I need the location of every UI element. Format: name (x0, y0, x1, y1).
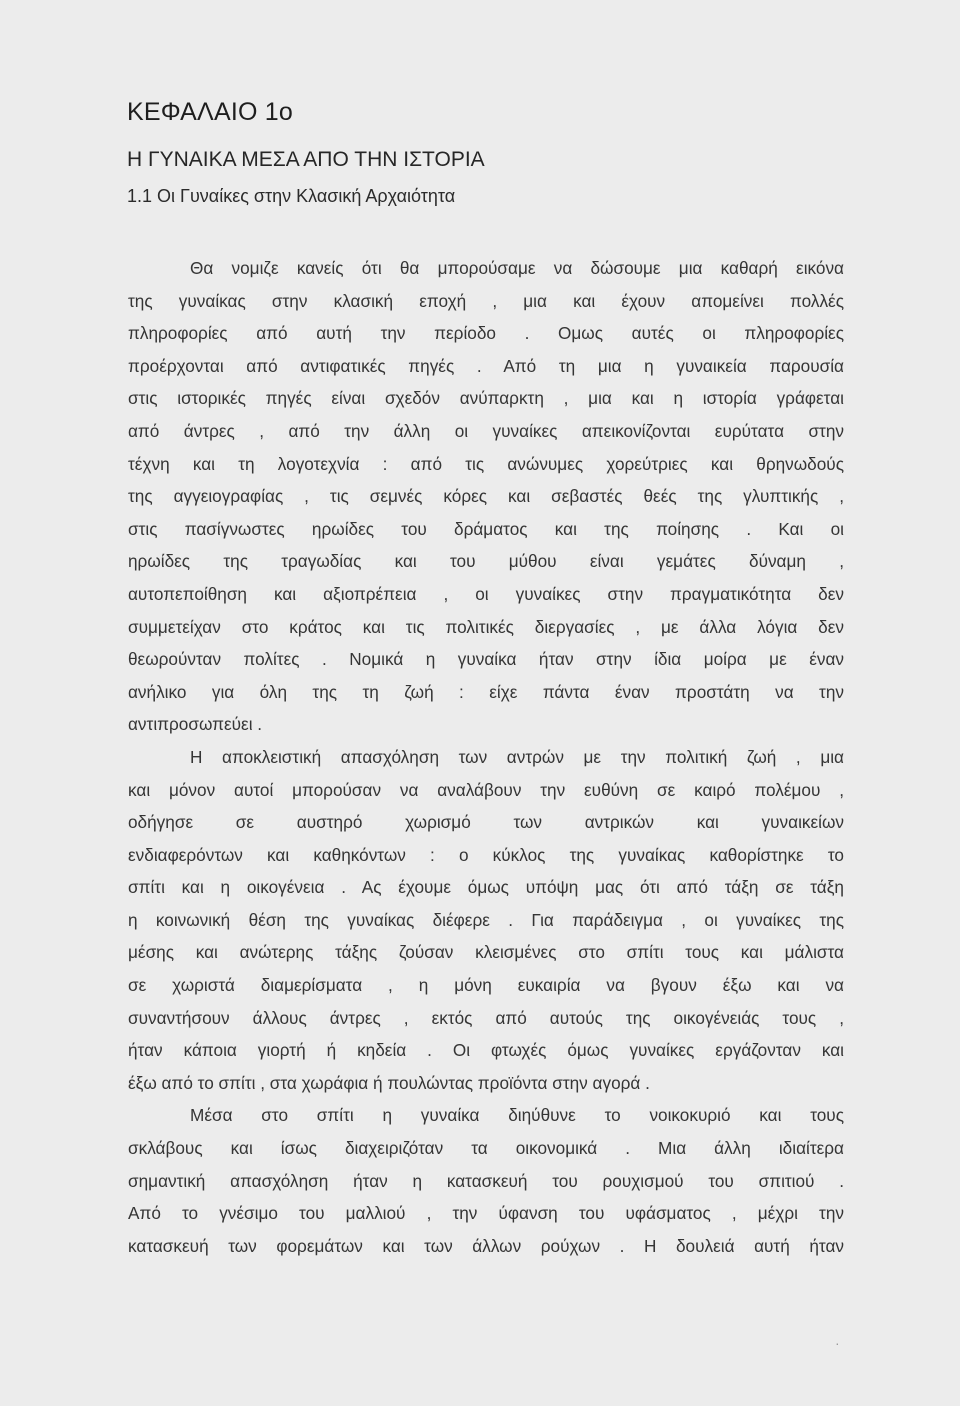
text-line: Μέσα στο σπίτι η γυναίκα διηύθυνε το νοικοκυριό και τους (190, 1105, 844, 1126)
text-line: κατασκευή των φορεμάτων και των άλλων ρούχων . Η δουλειά αυτή ήταν (128, 1235, 844, 1256)
text-line: μέσης και ανώτερης τάξης ζούσαν κλεισμένες στο σπίτι τους και μάλιστα (128, 942, 844, 963)
scan-speck-mark: · (835, 1335, 840, 1351)
text-line: από άντρες , από την άλλη οι γυναίκες απεικονίζονται ευρύτατα στην (128, 420, 844, 441)
text-line: Από το γνέσιμο του μαλλιού , την ύφανση του υφάσματος , μέχρι την (128, 1203, 844, 1224)
text-line: της αγγειογραφίας , τις σεμνές κόρες και σεβαστές θεές της γλυπτικής , (128, 486, 844, 507)
chapter-subtitle: Η ΓΥΝΑΙΚΑ ΜΕΣΑ ΑΠΟ ΤΗΝ ΙΣΤΟΡΙΑ (127, 148, 485, 171)
text-line: η κοινωνική θέση της γυναίκας διέφερε . Για παράδειγμα , οι γυναίκες της (128, 909, 844, 930)
chapter-heading: ΚΕΦΑΛΑΙΟ 1ο (127, 98, 293, 126)
text-line: ενδιαφερόντων και καθηκόντων : ο κύκλος της γυναίκας καθορίστηκε το (128, 844, 844, 865)
text-line: συναντήσουν άλλους άντρες , εκτός από αυτούς της οικογένειάς τους , (128, 1007, 844, 1028)
body-text (128, 252, 844, 1262)
text-line: οδήγησε σε αυστηρό χωρισμό των αντρικών και γυναικείων (128, 812, 844, 833)
text-line: σπίτι και η οικογένεια . Ας έχουμε όμως υπόψη μας ότι από τάξη σε τάξη (128, 877, 844, 898)
text-line: στις πασίγνωστες ηρωίδες του δράματος και της ποίησης . Και οι (128, 518, 844, 539)
text-line: θεωρούνταν πολίτες . Νομικά η γυναίκα ήταν στην ίδια μοίρα με έναν (128, 649, 844, 670)
text-line: προέρχονται από αντιφατικές πηγές . Από τη μια η γυναικεία παρουσία (128, 355, 844, 376)
text-line: ήταν κάποια γιορτή ή κηδεία . Οι φτωχές όμως γυναίκες εργάζονταν και (128, 1040, 844, 1061)
section-heading: 1.1 Οι Γυναίκες στην Κλασική Αρχαιότητα (127, 186, 456, 206)
text-line: ανήλικο για όλη της τη ζωή : είχε πάντα έναν προστάτη να την (128, 681, 844, 702)
text-line: συμμετείχαν στο κράτος και τις πολιτικές διεργασίες , με άλλα λόγια δεν (128, 616, 844, 637)
text-line: αυτοπεποίθηση και αξιοπρέπεια , οι γυναίκες στην πραγματικότητα δεν (128, 583, 844, 604)
text-line: σε χωριστά διαμερίσματα , η μόνη ευκαιρία να βγουν έξω και να (128, 975, 844, 996)
text-line: Η αποκλειστική απασχόληση των αντρών με την πολιτική ζωή , μια (190, 746, 844, 767)
text-line: και μόνον αυτοί μπορούσαν να αναλάβουν την ευθύνη σε καιρό πολέμου , (128, 779, 844, 800)
text-line: της γυναίκας στην κλασική εποχή , μια και έχουν απομείνει πολλές (128, 290, 844, 311)
text-line: σημαντική απασχόληση ήταν η κατασκευή του ρουχισμού του σπιτιού . (128, 1170, 844, 1191)
text-line: τέχνη και τη λογοτεχνία : από τις ανώνυμες χορεύτριες και θρηνωδούς (128, 453, 844, 474)
text-line: στις ιστορικές πηγές είναι σχεδόν ανύπαρκτη , μια και η ιστορία γράφεται (128, 388, 844, 409)
text-line: Θα νομιζε κανείς ότι θα μπορούσαμε να δώσουμε μια καθαρή εικόνα (190, 258, 844, 278)
text-line: σκλάβους και ίσως διαχειριζόταν τα οικονομικά . Μια άλλη ιδιαίτερα (128, 1138, 844, 1159)
text-line: ηρωίδες της τραγωδίας και του μύθου είναι γεμάτες δύναμη , (128, 551, 844, 572)
text-line: πληροφορίες από αυτή την περίοδο . Ομως αυτές οι πληροφορίες (128, 323, 844, 344)
text-line: έξω από το σπίτι , στα χωράφια ή πουλώντας προϊόντα στην αγορά . (128, 1072, 650, 1093)
text-line: αντιπροσωπεύει . (128, 714, 263, 735)
